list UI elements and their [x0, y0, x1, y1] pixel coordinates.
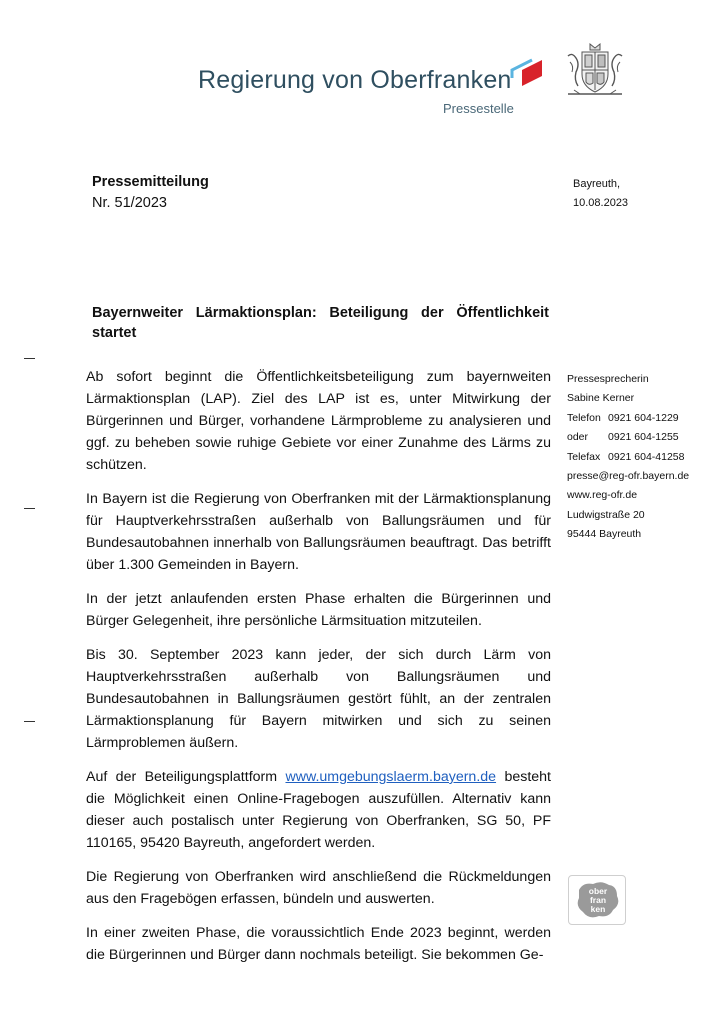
contact-role: Pressesprecherin [567, 373, 649, 385]
body-text [86, 366, 551, 978]
contact-city: 95444 Bayreuth [567, 528, 642, 541]
badge-line-3: ken [590, 904, 606, 914]
coat-of-arms-icon [564, 42, 626, 98]
contact-website: www.reg-ofr.de [567, 489, 638, 502]
headline: Bayernweiter Lärmaktionsplan: Beteiligung der Öffentlichkeit startet [92, 305, 549, 341]
badge-line-1: ober [588, 886, 608, 896]
contact-phone-row [567, 409, 689, 428]
paragraph: In Bayern ist die Regierung von Oberfranken mit der Lärmaktionsplanung für Hauptverkehrsstraßen außerhalb von Ballungsräumen und für Bundesautobahnen innerhalb von Ballungsräumen beauftragt. Das betrifft über 1.300 Gemeinden in Bayern. [86, 491, 551, 573]
phone-alt-label: oder [567, 431, 589, 444]
fold-mark [24, 358, 35, 359]
contact-name: Sabine Kerner [567, 392, 635, 405]
paragraph: Die Regierung von Oberfranken wird anschließend die Rückmeldungen aus den Fragebögen erfassen, bündeln und auswerten. [86, 869, 551, 907]
document-type: Pressemitteilung [92, 174, 209, 190]
fold-mark [24, 721, 35, 722]
document-number: Nr. 51/2023 [92, 195, 167, 211]
oberfranken-badge [568, 875, 626, 925]
place: Bayreuth, [573, 178, 621, 190]
paragraph-text: Auf der Beteiligungsplattform [86, 769, 278, 785]
paragraph: Ab sofort beginnt die Öffentlichkeitsbeteiligung zum bayernweiten Lärmaktionsplan (LAP). Ziel des LAP ist es, unter Mitwirkung der Bürgerinnen und Bürger, vorhandene Lärmprobleme zu analysieren und ggf. zu beheben sowie ruhige Gebiete vor einer Zunahme des Lärms zu schützen. [86, 369, 551, 473]
phone-label: Telefon [567, 411, 601, 424]
fax-number: 0921 604-41258 [608, 450, 685, 463]
contact-phone-alt-row [567, 428, 689, 447]
paragraph: In der jetzt anlaufenden ersten Phase erhalten die Bürgerinnen und Bürger Gelegenheit, ihre persönliche Lärmsituation mitzuteilen. [86, 591, 551, 629]
fold-mark [24, 508, 35, 509]
contact-fax-row [567, 448, 689, 467]
contact-block [567, 370, 689, 545]
paragraph: Bis 30. September 2023 kann jeder, der sich durch Lärm von Hauptverkehrsstraßen außerhalb von Ballungsräumen und Bundesautobahnen in Ballungsräumen gestört fühlt, an der zentralen Lärmaktionsplanung für Bayern mitwirken und sich zu seinen Lärmproblemen äußern. [86, 647, 551, 751]
paragraph-text: besteht die Möglichkeit einen Online-Fragebogen auszufüllen. Alternativ kann dieser auch postalisch unter Regierung von Oberfranken, SG 50, PF 110165, 95420 Bayreuth, angefordert werden. [86, 769, 551, 851]
platform-link[interactable]: www.umgebungslaerm.bayern.de [285, 769, 497, 785]
paragraph: In einer zweiten Phase, die voraussichtlich Ende 2023 beginnt, werden die Bürgerinnen und Bürger dann nochmals beteiligt. Sie bekommen Ge- [86, 925, 551, 963]
contact-street: Ludwigstraße 20 [567, 508, 645, 521]
badge-line-2: fran [589, 895, 607, 905]
paragraph [86, 766, 551, 854]
logo-mark-icon [508, 58, 544, 90]
oberfranken-map-icon [569, 876, 625, 924]
contact-email: presse@reg-ofr.bayern.de [567, 470, 690, 483]
fax-label: Telefax [567, 450, 601, 463]
date: 10.08.2023 [573, 197, 629, 209]
organization-name: Regierung von Oberfranken [198, 66, 512, 94]
phone-number: 0921 604-1229 [608, 411, 679, 424]
phone-alt-number: 0921 604-1255 [608, 431, 679, 444]
organization-department: Pressestelle [443, 101, 514, 116]
